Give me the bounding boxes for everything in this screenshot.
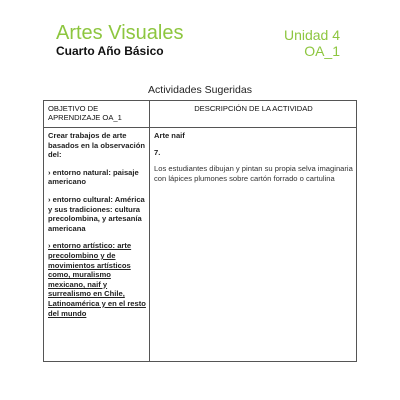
objective-cell: [48, 131, 147, 326]
header-row-divider: [44, 127, 356, 128]
activity-description: Los estudiantes dibujan y pintan su propia selva imaginaria con lápices plumones sobre cartón forrado o cartulina: [154, 164, 353, 183]
column-divider: [149, 101, 150, 361]
section-heading: Actividades Sugeridas: [148, 84, 252, 96]
document-subtitle: Cuarto Año Básico: [56, 44, 164, 58]
objective-natural: › entorno natural: paisaje americano: [48, 167, 139, 187]
objective-artistic: › entorno artístico: arte precolombino y de movimientos artísticos como, muralismo mexicano, naif y surrealismo en Chile, Latinoamérica y en el resto del mundo: [48, 241, 146, 318]
description-cell: [154, 131, 354, 183]
objective-intro: Crear trabajos de arte basados en la observación del:: [48, 131, 146, 160]
objective-column-header: OBJETIVO DE APRENDIZAJE OA_1: [48, 104, 122, 122]
activity-name: Arte naif: [154, 131, 185, 140]
description-column-header: DESCRIPCIÓN DE LA ACTIVIDAD: [194, 104, 313, 113]
unit-label: Unidad 4: [283, 27, 340, 43]
objective-code: OA_1: [304, 43, 340, 59]
objective-cultural: › entorno cultural: América y sus tradiciones: cultura precolombina, y artesanía americana: [48, 194, 145, 233]
document-title: Artes Visuales: [56, 22, 184, 44]
activity-table: [43, 100, 357, 362]
activity-number: 7.: [154, 147, 161, 157]
